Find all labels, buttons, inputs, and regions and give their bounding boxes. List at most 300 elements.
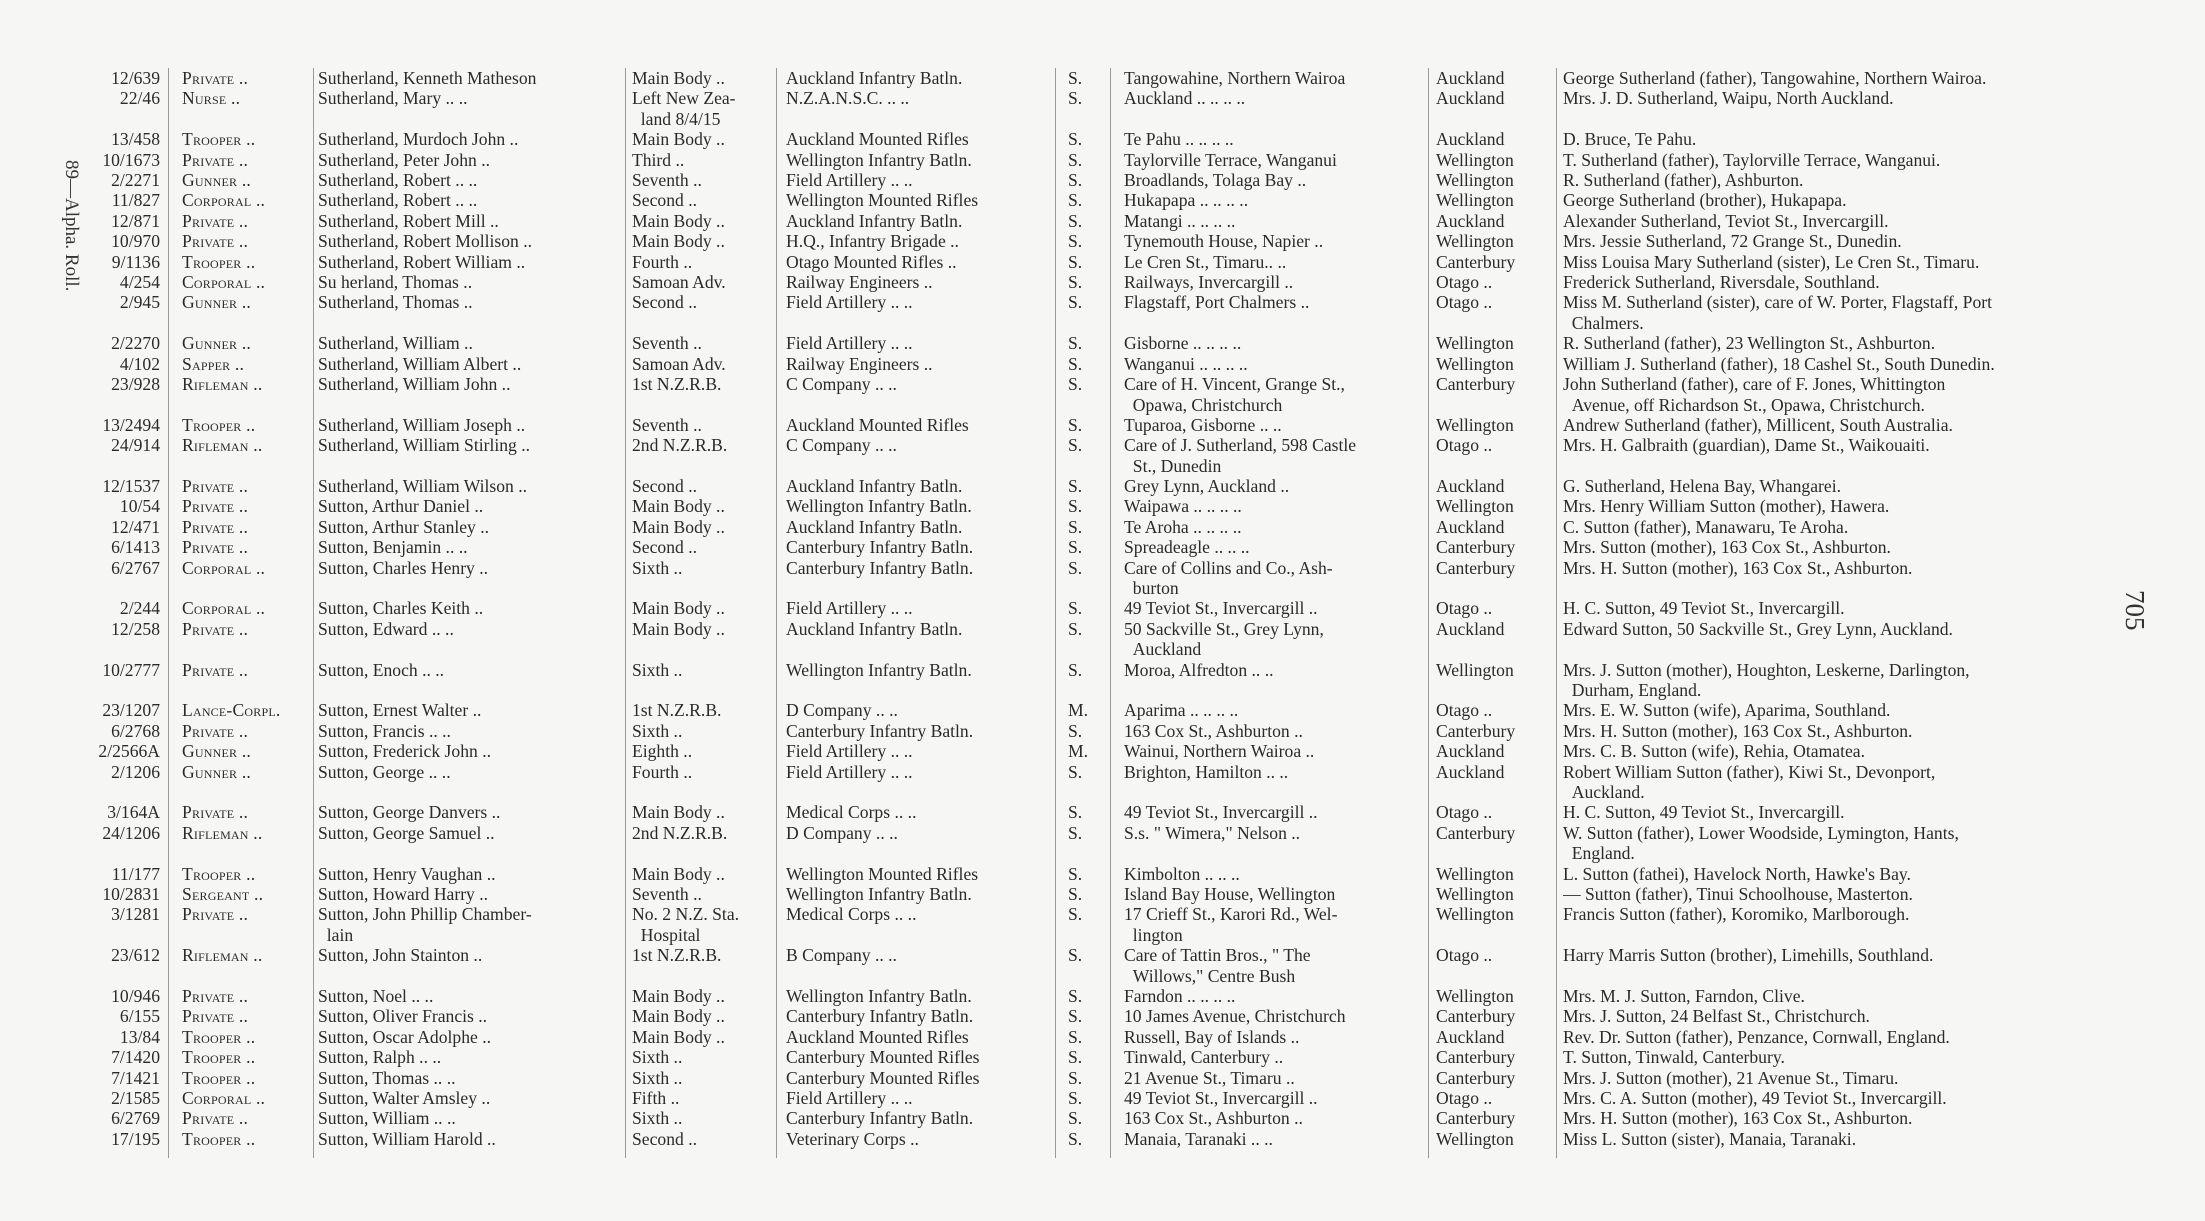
last-address: Waipawa .. .. .. ..: [1124, 496, 1242, 517]
embarkation-unit: Main Body ..: [632, 129, 725, 150]
soldier-name: Sutton, William Harold ..: [318, 1128, 496, 1149]
district: Wellington: [1436, 414, 1514, 435]
district: Canterbury: [1436, 537, 1516, 558]
district: Otago ..: [1436, 435, 1493, 456]
marital-status: S.: [1068, 170, 1083, 190]
service-number: 2/1206: [111, 761, 160, 782]
service-number: 7/1421: [111, 1067, 160, 1088]
district: Auckland: [1436, 68, 1505, 88]
service-number: 13/2494: [102, 414, 160, 435]
soldier-name: Sutherland, Robert .. ..: [318, 190, 478, 211]
rank: Corporal ..: [182, 1088, 266, 1108]
embarkation-unit: Second ..: [632, 1128, 697, 1149]
marital-status: S.: [1068, 251, 1083, 272]
embarkation-unit: Main Body ..: [632, 68, 725, 88]
next-of-kin: Mrs. C. B. Sutton (wife), Rehia, Otamatea.: [1563, 741, 1865, 762]
last-address: Auckland .. .. .. ..: [1124, 88, 1246, 109]
last-address: Farndon .. .. .. ..: [1124, 986, 1236, 1006]
corps: Field Artillery .. ..: [786, 598, 913, 619]
embarkation-unit: Seventh ..: [632, 333, 702, 354]
next-of-kin: Mrs. Sutton (mother), 163 Cox St., Ashburton.: [1563, 537, 1891, 558]
district: Canterbury: [1436, 251, 1516, 272]
rank: Gunner ..: [182, 333, 252, 354]
rank: Private ..: [182, 1006, 249, 1027]
last-address: Moroa, Alfredton .. ..: [1124, 659, 1274, 680]
district: Wellington: [1436, 986, 1514, 1006]
soldier-name: Sutherland, Peter John ..: [318, 149, 491, 170]
service-number: 2/2270: [111, 333, 160, 354]
marital-status: S.: [1068, 1128, 1083, 1149]
soldier-name: Sutherland, William John ..: [318, 374, 511, 394]
corps: Auckland Mounted Rifles: [786, 414, 969, 435]
district: Canterbury: [1436, 1047, 1516, 1068]
corps: Field Artillery .. ..: [786, 170, 913, 190]
column-divider: [1556, 68, 1557, 1158]
rank: Rifleman ..: [182, 822, 263, 843]
last-address: Gisborne .. .. .. ..: [1124, 333, 1242, 354]
soldier-name: Sutton, Henry Vaughan ..: [318, 863, 496, 884]
service-number: 23/928: [111, 374, 160, 394]
next-of-kin: Mrs. H. Sutton (mother), 163 Cox St., Ashburton.: [1563, 557, 1913, 578]
district: Otago ..: [1436, 700, 1493, 721]
last-address: Wainui, Northern Wairoa ..: [1124, 741, 1315, 762]
soldier-name: Sutherland, William Albert ..: [318, 353, 522, 374]
rank: Private ..: [182, 149, 249, 170]
corps: Railway Engineers ..: [786, 272, 933, 292]
last-address: Le Cren St., Timaru.. ..: [1124, 251, 1287, 272]
embarkation-unit: Eighth ..: [632, 741, 693, 762]
soldier-name: Sutton, George .. ..: [318, 761, 451, 782]
embarkation-unit: Sixth ..: [632, 557, 683, 578]
last-address: Care of J. Sutherland, 598 Castle St., Dunedin: [1124, 435, 1357, 476]
marital-status: S.: [1068, 88, 1083, 109]
marital-status: S.: [1068, 822, 1083, 843]
column-divider: [776, 68, 777, 1158]
next-of-kin: H. C. Sutton, 49 Teviot St., Invercargill.: [1563, 598, 1845, 619]
last-address: Manaia, Taranaki .. ..: [1124, 1128, 1273, 1149]
last-address: Care of Collins and Co., Ash- burton: [1124, 557, 1333, 599]
district: Otago ..: [1436, 1088, 1493, 1108]
corps: Canterbury Infantry Batln.: [786, 720, 974, 741]
rank: Private ..: [182, 210, 249, 231]
next-of-kin: T. Sutherland (father), Taylorville Terrace, Wanganui.: [1563, 149, 1941, 170]
district: Wellington: [1436, 884, 1514, 904]
next-of-kin: Mrs. Jessie Sutherland, 72 Grange St., Dunedin.: [1563, 231, 1902, 252]
corps: Medical Corps .. ..: [786, 802, 917, 823]
next-of-kin: William J. Sutherland (father), 18 Cashel St., South Dunedin.: [1563, 353, 1995, 374]
service-number: 13/458: [111, 129, 160, 150]
embarkation-unit: Main Body ..: [632, 618, 725, 639]
district: Wellington: [1436, 333, 1514, 354]
rank: Rifleman ..: [182, 945, 263, 966]
rank: Sergeant ..: [182, 884, 264, 904]
corps: Medical Corps .. ..: [786, 904, 917, 925]
embarkation-unit: Samoan Adv.: [632, 353, 726, 374]
district: Otago ..: [1436, 802, 1493, 823]
next-of-kin: Mrs. J. Sutton (mother), 21 Avenue St., Timaru.: [1563, 1067, 1899, 1088]
marital-status: S.: [1068, 210, 1083, 231]
embarkation-unit: Main Body ..: [632, 986, 725, 1006]
next-of-kin: Miss L. Sutton (sister), Manaia, Taranaki.: [1563, 1128, 1857, 1149]
corps: Otago Mounted Rifles ..: [786, 251, 957, 272]
embarkation-unit: Main Body ..: [632, 1006, 725, 1027]
service-number: 9/1136: [111, 251, 160, 272]
rank: Private ..: [182, 659, 249, 680]
embarkation-unit: Sixth ..: [632, 1047, 683, 1068]
corps: Auckland Infantry Batln.: [786, 210, 963, 231]
soldier-name: Sutton, Thomas .. ..: [318, 1067, 456, 1088]
corps: Auckland Mounted Rifles: [786, 1026, 969, 1047]
soldier-name: Sutherland, Robert .. ..: [318, 170, 478, 190]
embarkation-unit: 1st N.Z.R.B.: [632, 700, 722, 721]
soldier-name: Sutherland, Kenneth Matheson: [318, 68, 537, 88]
corps: Auckland Infantry Batln.: [786, 516, 963, 537]
district: Auckland: [1436, 210, 1505, 231]
district: Auckland: [1436, 618, 1505, 639]
next-of-kin: Mrs. Henry William Sutton (mother), Hawera.: [1563, 496, 1890, 517]
embarkation-unit: Second ..: [632, 190, 697, 211]
last-address: Wanganui .. .. .. ..: [1124, 353, 1248, 374]
corps: C Company .. ..: [786, 374, 897, 394]
district: Wellington: [1436, 659, 1514, 680]
rank: Corporal ..: [182, 272, 266, 292]
embarkation-unit: Main Body ..: [632, 863, 725, 884]
next-of-kin: W. Sutton (father), Lower Woodside, Lymington, Hants, England.: [1563, 822, 1959, 864]
embarkation-unit: Sixth ..: [632, 1067, 683, 1088]
last-address: S.s. " Wimera," Nelson ..: [1124, 822, 1301, 843]
marital-status: S.: [1068, 802, 1083, 823]
embarkation-unit: 2nd N.Z.R.B.: [632, 822, 728, 843]
service-number: 24/914: [111, 435, 160, 456]
next-of-kin: Mrs. J. D. Sutherland, Waipu, North Auckland.: [1563, 88, 1894, 109]
service-number: 23/612: [111, 945, 160, 966]
district: Otago ..: [1436, 292, 1493, 313]
marital-status: S.: [1068, 414, 1083, 435]
embarkation-unit: Seventh ..: [632, 884, 702, 904]
corps: Auckland Infantry Batln.: [786, 476, 963, 496]
soldier-name: Sutton, George Samuel ..: [318, 822, 495, 843]
embarkation-unit: 1st N.Z.R.B.: [632, 374, 722, 394]
next-of-kin: Robert William Sutton (father), Kiwi St., Devonport, Auckland.: [1563, 761, 1936, 803]
district: Canterbury: [1436, 822, 1516, 843]
rank: Sapper ..: [182, 353, 245, 374]
next-of-kin: Rev. Dr. Sutton (father), Penzance, Cornwall, England.: [1563, 1026, 1950, 1047]
side-label: 89—Alpha. Roll.: [61, 160, 82, 292]
service-number: 6/2767: [111, 557, 160, 578]
marital-status: S.: [1068, 904, 1083, 925]
corps: Wellington Mounted Rifles: [786, 863, 979, 884]
corps: Wellington Infantry Batln.: [786, 659, 972, 680]
district: Auckland: [1436, 88, 1505, 109]
soldier-name: Sutherland, Mary .. ..: [318, 88, 468, 109]
rank: Trooper ..: [182, 129, 256, 150]
marital-status: S.: [1068, 272, 1083, 292]
rank: Lance-Corpl.: [182, 700, 281, 721]
corps: Field Artillery .. ..: [786, 761, 913, 782]
service-number: 2/244: [119, 598, 160, 619]
soldier-name: Sutherland, William Wilson ..: [318, 476, 528, 496]
marital-status: S.: [1068, 129, 1083, 150]
corps: Railway Engineers ..: [786, 353, 933, 374]
last-address: 163 Cox St., Ashburton ..: [1124, 1108, 1303, 1129]
rank: Trooper ..: [182, 1067, 256, 1088]
district: Canterbury: [1436, 557, 1516, 578]
rank: Private ..: [182, 537, 249, 558]
marital-status: S.: [1068, 557, 1083, 578]
corps: H.Q., Infantry Brigade ..: [786, 231, 959, 252]
rank: Private ..: [182, 476, 249, 496]
last-address: Hukapapa .. .. .. ..: [1124, 190, 1249, 211]
rank: Private ..: [182, 68, 249, 88]
rank: Corporal ..: [182, 557, 266, 578]
corps: Field Artillery .. ..: [786, 292, 913, 313]
service-number: 17/195: [111, 1128, 160, 1149]
marital-status: S.: [1068, 231, 1083, 252]
rank: Private ..: [182, 496, 249, 517]
marital-status: S.: [1068, 720, 1083, 741]
service-number: 12/258: [111, 618, 160, 639]
service-number: 2/2271: [111, 170, 160, 190]
district: Wellington: [1436, 149, 1514, 170]
marital-status: S.: [1068, 374, 1083, 394]
rank: Gunner ..: [182, 761, 252, 782]
corps: D Company .. ..: [786, 822, 898, 843]
last-address: 21 Avenue St., Timaru ..: [1124, 1067, 1295, 1088]
last-address: Te Pahu .. .. .. ..: [1124, 129, 1234, 150]
soldier-name: Sutton, Ernest Walter ..: [318, 700, 482, 721]
soldier-name: Su herland, Thomas ..: [318, 272, 473, 292]
marital-status: M.: [1068, 700, 1089, 721]
service-number: 12/871: [111, 210, 160, 231]
last-address: Railways, Invercargill ..: [1124, 272, 1294, 292]
soldier-name: Sutherland, William Joseph ..: [318, 414, 526, 435]
corps: Canterbury Infantry Batln.: [786, 1108, 974, 1129]
column-divider: [1428, 68, 1429, 1158]
marital-status: S.: [1068, 353, 1083, 374]
last-address: Island Bay House, Wellington: [1124, 884, 1336, 904]
corps: N.Z.A.N.S.C. .. ..: [786, 88, 910, 109]
district: Otago ..: [1436, 598, 1493, 619]
service-number: 3/164A: [107, 802, 160, 823]
corps: D Company .. ..: [786, 700, 898, 721]
last-address: Brighton, Hamilton .. ..: [1124, 761, 1289, 782]
rank: Private ..: [182, 618, 249, 639]
district: Canterbury: [1436, 374, 1516, 394]
marital-status: S.: [1068, 884, 1083, 904]
corps: Wellington Infantry Batln.: [786, 884, 972, 904]
last-address: Matangi .. .. .. ..: [1124, 210, 1236, 231]
marital-status: S.: [1068, 1088, 1083, 1108]
service-number: 24/1206: [102, 822, 160, 843]
soldier-name: Sutton, Oscar Adolphe ..: [318, 1026, 491, 1047]
service-number: 6/155: [119, 1006, 160, 1027]
corps: Canterbury Mounted Rifles: [786, 1067, 980, 1088]
corps: Veterinary Corps ..: [786, 1128, 919, 1149]
district: Otago ..: [1436, 945, 1493, 966]
last-address: Flagstaff, Port Chalmers ..: [1124, 292, 1310, 313]
service-number: 7/1420: [111, 1047, 160, 1068]
next-of-kin: Harry Marris Sutton (brother), Limehills, Southland.: [1563, 945, 1934, 966]
district: Wellington: [1436, 1128, 1514, 1149]
marital-status: S.: [1068, 333, 1083, 354]
embarkation-unit: Fourth ..: [632, 761, 693, 782]
corps: B Company .. ..: [786, 945, 897, 966]
last-address: 49 Teviot St., Invercargill ..: [1124, 598, 1318, 619]
next-of-kin: — Sutton (father), Tinui Schoolhouse, Masterton.: [1563, 884, 1913, 904]
last-address: Te Aroha .. .. .. ..: [1124, 516, 1242, 537]
service-number: 10/946: [111, 986, 160, 1006]
embarkation-unit: Main Body ..: [632, 516, 725, 537]
district: Auckland: [1436, 129, 1505, 150]
marital-status: M.: [1068, 741, 1089, 762]
service-number: 3/1281: [111, 904, 160, 925]
embarkation-unit: Fifth ..: [632, 1088, 680, 1108]
rank: Private ..: [182, 1108, 249, 1129]
service-number: 12/471: [111, 516, 160, 537]
service-number: 6/2769: [111, 1108, 160, 1129]
district: Wellington: [1436, 353, 1514, 374]
embarkation-unit: 2nd N.Z.R.B.: [632, 435, 728, 456]
corps: Wellington Mounted Rifles: [786, 190, 979, 211]
embarkation-unit: Main Body ..: [632, 1026, 725, 1047]
rank: Corporal ..: [182, 598, 266, 619]
soldier-name: Sutherland, Robert Mollison ..: [318, 231, 533, 252]
marital-status: S.: [1068, 598, 1083, 619]
soldier-name: Sutton, Enoch .. ..: [318, 659, 445, 680]
soldier-name: Sutherland, Murdoch John ..: [318, 129, 519, 150]
next-of-kin: Miss M. Sutherland (sister), care of W. Porter, Flagstaff, Port Chalmers.: [1563, 292, 1992, 333]
embarkation-unit: Left New Zea- land 8/4/15: [632, 88, 736, 129]
corps: Auckland Infantry Batln.: [786, 68, 963, 88]
district: Auckland: [1436, 516, 1505, 537]
service-number: 22/46: [119, 88, 160, 109]
soldier-name: Sutherland, William ..: [318, 333, 473, 354]
service-number: 10/2831: [102, 884, 160, 904]
service-number: 12/1537: [102, 476, 160, 496]
rank: Gunner ..: [182, 170, 252, 190]
corps: Auckland Infantry Batln.: [786, 618, 963, 639]
soldier-name: Sutherland, William Stirling ..: [318, 435, 531, 456]
service-number: 23/1207: [102, 700, 160, 721]
last-address: Tangowahine, Northern Wairoa: [1124, 68, 1346, 88]
service-number: 12/639: [111, 68, 160, 88]
next-of-kin: Frederick Sutherland, Riversdale, Southland.: [1563, 272, 1880, 292]
embarkation-unit: Third ..: [632, 149, 685, 170]
district: Wellington: [1436, 190, 1514, 211]
district: Auckland: [1436, 741, 1505, 762]
column-divider: [1110, 68, 1111, 1158]
rank: Trooper ..: [182, 414, 256, 435]
last-address: Care of H. Vincent, Grange St., Opawa, Christchurch: [1124, 374, 1345, 415]
soldier-name: Sutton, George Danvers ..: [318, 802, 501, 823]
marital-status: S.: [1068, 761, 1083, 782]
district: Auckland: [1436, 1026, 1505, 1047]
last-address: Tinwald, Canterbury ..: [1124, 1047, 1284, 1068]
district: Canterbury: [1436, 1108, 1516, 1129]
corps: Canterbury Infantry Batln.: [786, 537, 974, 558]
soldier-name: Sutton, Frederick John ..: [318, 741, 491, 762]
soldier-name: Sutton, Benjamin .. ..: [318, 537, 468, 558]
page-number: 705: [2120, 590, 2150, 631]
embarkation-unit: Fourth ..: [632, 251, 693, 272]
service-number: 13/84: [119, 1026, 160, 1047]
service-number: 6/1413: [111, 537, 160, 558]
next-of-kin: Francis Sutton (father), Koromiko, Marlborough.: [1563, 904, 1910, 925]
district: Canterbury: [1436, 1006, 1516, 1027]
embarkation-unit: Main Body ..: [632, 496, 725, 517]
marital-status: S.: [1068, 476, 1083, 496]
district: Otago ..: [1436, 272, 1493, 292]
service-number: 4/102: [119, 353, 160, 374]
column-divider: [313, 68, 314, 1158]
marital-status: S.: [1068, 1108, 1083, 1129]
soldier-name: Sutton, Howard Harry ..: [318, 884, 489, 904]
service-number: 10/970: [111, 231, 160, 252]
corps: Wellington Infantry Batln.: [786, 986, 972, 1006]
rank: Trooper ..: [182, 863, 256, 884]
soldier-name: Sutton, Charles Henry ..: [318, 557, 489, 578]
marital-status: S.: [1068, 190, 1083, 211]
soldier-name: Sutton, Walter Amsley ..: [318, 1088, 491, 1108]
marital-status: S.: [1068, 659, 1083, 680]
corps: Field Artillery .. ..: [786, 741, 913, 762]
marital-status: S.: [1068, 292, 1083, 313]
marital-status: S.: [1068, 149, 1083, 170]
rank: Private ..: [182, 231, 249, 252]
embarkation-unit: Main Body ..: [632, 598, 725, 619]
next-of-kin: T. Sutton, Tinwald, Canterbury.: [1563, 1047, 1785, 1068]
next-of-kin: George Sutherland (brother), Hukapapa.: [1563, 190, 1847, 211]
next-of-kin: Mrs. H. Galbraith (guardian), Dame St., Waikouaiti.: [1563, 435, 1930, 456]
rank: Rifleman ..: [182, 435, 263, 456]
corps: Canterbury Infantry Batln.: [786, 1006, 974, 1027]
service-number: 10/54: [119, 496, 160, 517]
last-address: 50 Sackville St., Grey Lynn, Auckland: [1124, 618, 1324, 660]
district: Auckland: [1436, 761, 1505, 782]
corps: Wellington Infantry Batln.: [786, 149, 972, 170]
marital-status: S.: [1068, 1026, 1083, 1047]
next-of-kin: John Sutherland (father), care of F. Jones, Whittington Avenue, off Richardson St., Opawa, Christchurch.: [1563, 374, 1946, 415]
embarkation-unit: Sixth ..: [632, 1108, 683, 1129]
rank: Rifleman ..: [182, 374, 263, 394]
soldier-name: Sutton, Noel .. ..: [318, 986, 434, 1006]
next-of-kin: George Sutherland (father), Tangowahine, Northern Wairoa.: [1563, 68, 1987, 88]
district: Wellington: [1436, 231, 1514, 252]
corps: Field Artillery .. ..: [786, 1088, 913, 1108]
district: Wellington: [1436, 170, 1514, 190]
embarkation-unit: Seventh ..: [632, 414, 702, 435]
next-of-kin: H. C. Sutton, 49 Teviot St., Invercargill.: [1563, 802, 1845, 823]
last-address: Russell, Bay of Islands ..: [1124, 1026, 1300, 1047]
rank: Private ..: [182, 904, 249, 925]
last-address: 10 James Avenue, Christchurch: [1124, 1006, 1346, 1027]
last-address: Broadlands, Tolaga Bay ..: [1124, 170, 1307, 190]
embarkation-unit: Second ..: [632, 537, 697, 558]
last-address: Care of Tattin Bros., " The Willows," Centre Bush: [1124, 945, 1311, 986]
next-of-kin: L. Sutton (fathei), Havelock North, Hawke's Bay.: [1563, 863, 1911, 884]
corps: Auckland Mounted Rifles: [786, 129, 969, 150]
service-number: 2/945: [119, 292, 160, 313]
last-address: Tynemouth House, Napier ..: [1124, 231, 1324, 252]
soldier-name: Sutton, John Phillip Chamber- lain: [318, 904, 532, 945]
marital-status: S.: [1068, 1006, 1083, 1027]
rank: Private ..: [182, 802, 249, 823]
soldier-name: Sutherland, Thomas ..: [318, 292, 473, 313]
soldier-name: Sutton, Edward .. ..: [318, 618, 454, 639]
service-number: 10/2777: [102, 659, 160, 680]
last-address: Tuparoa, Gisborne .. ..: [1124, 414, 1282, 435]
next-of-kin: Mrs. H. Sutton (mother), 163 Cox St., Ashburton.: [1563, 720, 1913, 741]
